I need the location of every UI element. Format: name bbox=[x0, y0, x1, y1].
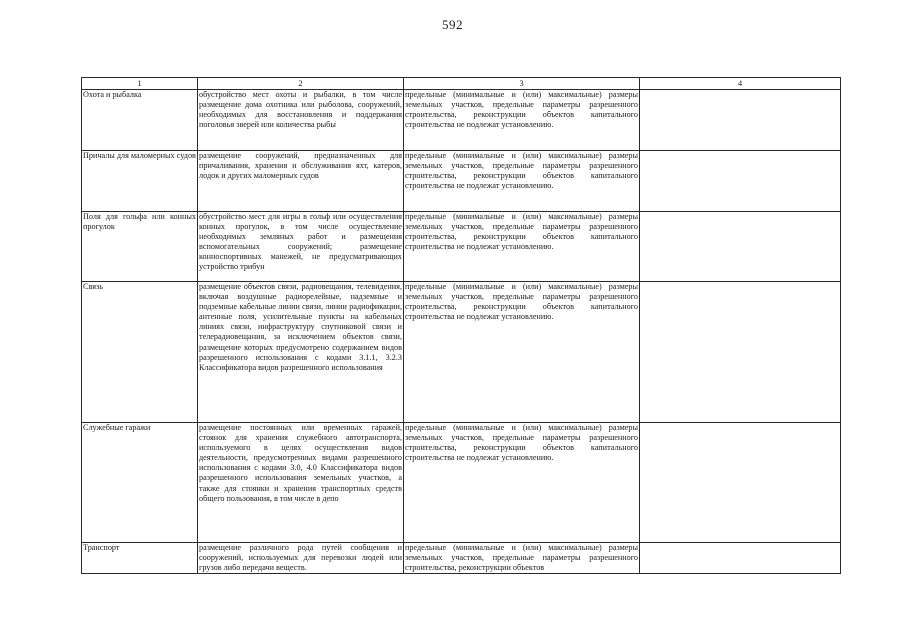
regulations-table bbox=[81, 77, 841, 574]
land-use-description: обустройство мест охоты и рыбалки, в том числе размещение дома охотника или рыболова, сооружений, необходимых для восстановления и поддержания поголовья зверей или количества рыбы bbox=[198, 90, 404, 151]
land-use-description: размещение постоянных или временных гаражей, стоянок для хранения служебного автотранспорта, используемого в целях осуществления видов деятельности, предусмотренных видами разрешенного использования с кодами 3.0, 4.0 Классификатора видов разрешенного использования земельных участков, а также для стоянки и хранения транспортных средств общего пользования, в том числе в депо bbox=[198, 423, 404, 543]
table-row bbox=[82, 543, 841, 574]
land-use-name: Причалы для маломерных судов bbox=[82, 151, 198, 212]
land-use-note bbox=[640, 151, 841, 212]
land-use-note bbox=[640, 90, 841, 151]
table-row bbox=[82, 212, 841, 282]
land-use-note bbox=[640, 282, 841, 423]
land-use-description: обустройство мест для игры в гольф или осуществления конных прогулок, в том числе осуществление необходимых земляных работ и размещения вспомогательных сооружений; размещение конноспортивных манежей, не предусматривающих устройство трибун bbox=[198, 212, 404, 282]
table-row bbox=[82, 282, 841, 423]
land-use-parameters: предельные (минимальные и (или) максимальные) размеры земельных участков, предельные параметры разрешенного строительства, реконструкции объектов капитального строительства не подлежат установлению. bbox=[404, 282, 640, 423]
land-use-name: Связь bbox=[82, 282, 198, 423]
land-use-name: Служебные гаражи bbox=[82, 423, 198, 543]
column-header: 2 bbox=[198, 78, 404, 90]
page-number: 592 bbox=[442, 17, 463, 32]
land-use-description: размещение различного рода путей сообщения и сооружений, используемых для перевозки людей или грузов либо передачи веществ. bbox=[199, 543, 402, 573]
land-use-description: размещение объектов связи, радиовещания, телевидения, включая воздушные радиорелейные, надземные и подземные кабельные линии связи, линии радиофикации, антенные поля, усилительные пункты на кабельных линиях связи, инфраструктуру спутниковой связи и телерадиовещания, за исключением объектов связи, размещение которых предусмотрено содержанием видов разрешенного использования с кодами 3.1.1, 3.2.3 Классификатора видов разрешенного использования bbox=[198, 282, 404, 423]
table-row bbox=[82, 423, 841, 543]
table-header-row bbox=[82, 78, 841, 90]
land-use-parameters: предельные (минимальные и (или) максимальные) размеры земельных участков, предельные параметры разрешенного строительства, реконструкции объектов капитального строительства не подлежат установлению. bbox=[404, 151, 640, 212]
land-use-note bbox=[640, 543, 841, 574]
land-use-parameters: предельные (минимальные и (или) максимальные) размеры земельных участков, предельные параметры разрешенного строительства, реконструкции объектов капитального строительства не подлежат установлению. bbox=[404, 90, 640, 151]
land-use-description: размещение сооружений, предназначенных для причаливания, хранения и обслуживания яхт, катеров, лодок и других маломерных судов bbox=[198, 151, 404, 212]
land-use-parameters: предельные (минимальные и (или) максимальные) размеры земельных участков, предельные параметры разрешенного строительства, реконструкции объектов капитального строительства не подлежат установлению. bbox=[404, 212, 640, 282]
land-use-parameters: предельные (минимальные и (или) максимальные) размеры земельных участков, предельные параметры разрешенного строительства, реконструкции объектов bbox=[405, 543, 638, 573]
column-header: 3 bbox=[404, 78, 640, 90]
land-use-note bbox=[640, 212, 841, 282]
land-use-name: Поля для гольфа или конных прогулок bbox=[82, 212, 198, 282]
land-use-name: Транспорт bbox=[82, 543, 198, 574]
land-use-name: Охота и рыбалка bbox=[82, 90, 198, 151]
column-header: 1 bbox=[82, 78, 198, 90]
table-row bbox=[82, 151, 841, 212]
table-row bbox=[82, 90, 841, 151]
land-use-note bbox=[640, 423, 841, 543]
land-use-parameters: предельные (минимальные и (или) максимальные) размеры земельных участков, предельные параметры разрешенного строительства, реконструкции объектов капитального строительства не подлежат установлению. bbox=[404, 423, 640, 543]
column-header: 4 bbox=[640, 78, 841, 90]
